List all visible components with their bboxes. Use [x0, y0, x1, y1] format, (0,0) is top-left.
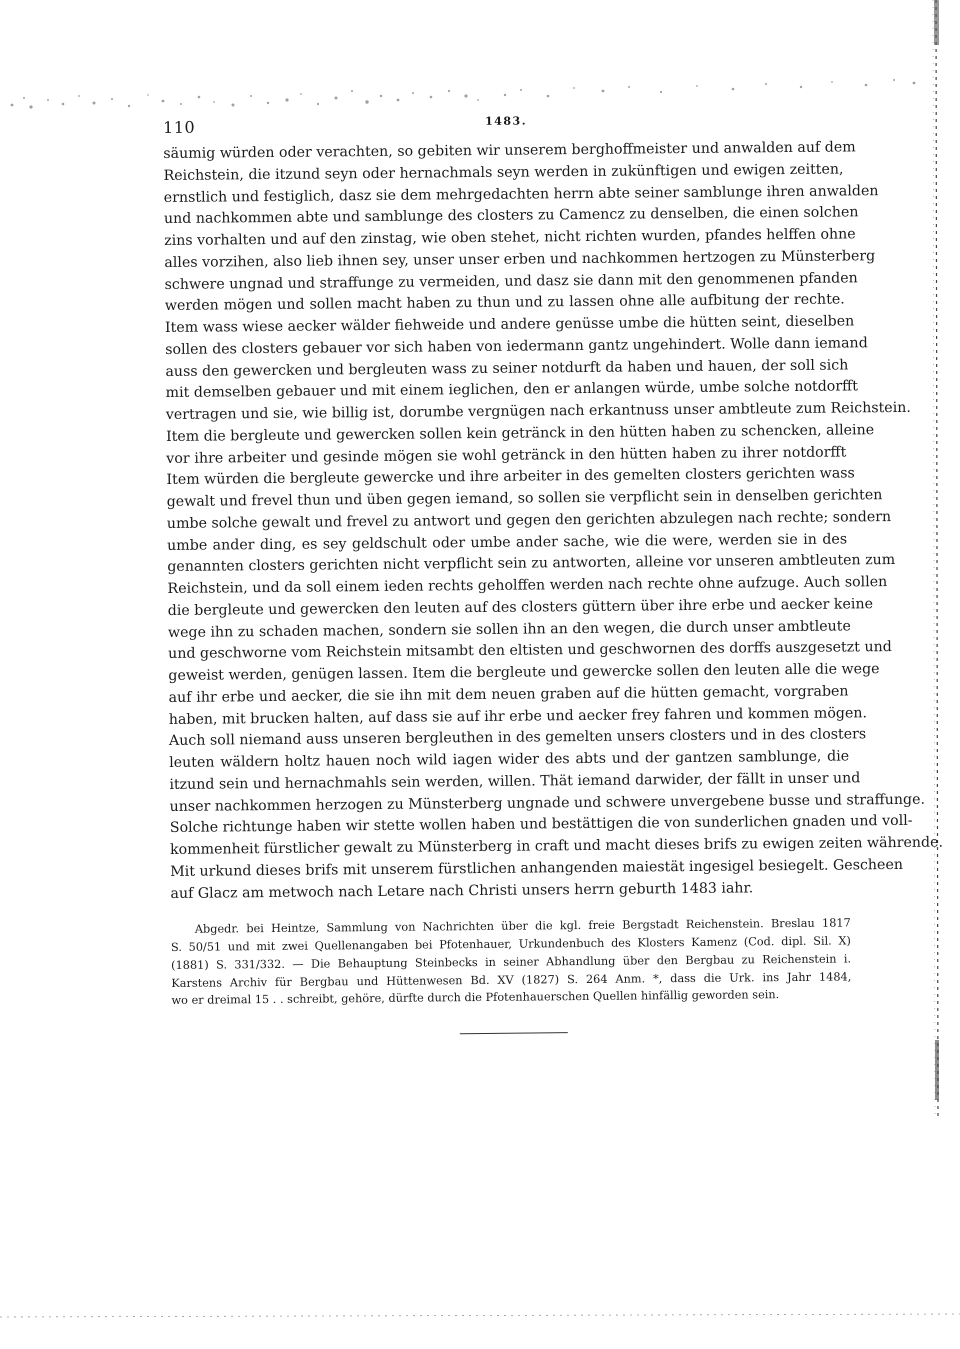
footnote-line: Abgedr. bei Heintze, Sammlung von Nachrichten über die kgl. freie Bergstadt Reichenstein. Breslau 1817 [194, 916, 851, 936]
body-line: gewalt und frevel thun und üben gegen iemand, so sollen sie verpflicht sein in denselben gerichten [166, 487, 883, 510]
body-line: säumig würden oder verachten, so gebiten wir unserem berghoffmeister und anwalden auf dem [163, 139, 856, 162]
body-line: Mit urkund dieses brifs mit unserem fürstlichen anhangenden maiestät ingesigel besiegelt. Gescheen [170, 856, 904, 880]
body-line: leuten wäldern holtz hauen noch wild iagen wider des abts und der gantzen samblunge, die [169, 748, 850, 771]
body-line: haben, mit brucken halten, auf dass sie auf ihr erbe und aecker frey fahren und kommen mögen. [168, 704, 868, 728]
body-line: die bergleute und gewercken den leuten auf des closters güttern über ihre erbe und aecker keine [167, 595, 874, 619]
body-line: Solche richtunge haben wir stette wollen haben und bestättigen die von sunderlichen gnaden und voll- [169, 813, 913, 837]
body-line: Reichstein, und da soll einem ieden rechts geholffen werden nach rechte ohne aufzuge. Auch sollen [167, 574, 888, 597]
body-line: werden mögen und sollen macht haben zu thun und zu lassen ohne alle aufbitung der rechte. [164, 291, 845, 315]
document-page [163, 111, 944, 1037]
body-line: unser nachkommen herzogen zu Münsterberg ungnade und schwere unvergebene busse und straffunge. [169, 791, 926, 815]
charter-body-text [163, 137, 944, 905]
source-footnote [171, 915, 852, 1011]
body-line: und geschworne vom Reichstein mitsambt den eltisten und geschwornen des dorffs auszgesetzt und [168, 639, 892, 663]
body-line: Item die bergleute und gewercken sollen kein getränck in den hütten haben zu schencken, alleine [165, 421, 875, 445]
body-line: mit demselben gebauer und mit einem ieglichen, den er anlangen würde, umbe solche notdorfft [165, 378, 858, 402]
body-line: genannten closters gerichten nicht verpflicht sein zu antworten, alleine vor unseren ambtleuten zum [167, 552, 896, 576]
body-line: vertragen und sie, wie billig ist, dorumbe vergnügen nach erkantnuss unser ambtleute zum Reichstein. [165, 399, 911, 423]
body-line: Auch soll niemand auss unseren bergleuthen in des gemelten unsers closters und in des closters [168, 726, 867, 750]
body-line: sollen des closters gebauer vor sich haben von iedermann gantz ungehindert. Wolle dann iemand [165, 334, 868, 358]
footnote-line: Karstens Archiv für Bergbau und Hüttenwesen Bd. XV (1827) S. 264 Anm. *, dass die Urk. ins Jahr 1484, [171, 970, 852, 990]
end-rule-divider [460, 1032, 568, 1034]
body-line: alles vorzihen, also lieb ihnen sey, unser unser erben und nachkommen hertzogen zu Münsterberg [164, 247, 876, 271]
body-line: Reichstein, die itzund seyn oder hernachmals seyn werden in zukünftigen und ewigen zeitten, [163, 161, 844, 184]
body-line: umbe ander ding, es sey geldschult oder umbe ander sache, wie die were, werden sie in des [167, 530, 848, 554]
body-line: Item würden die bergleute gewercke und ihre arbeiter in des gemelten closters gerichten wass [166, 465, 855, 489]
body-line: zins vorhalten und auf den zinstag, wie oben stehet, nicht richten wurden, pfandes helffen ohne [164, 226, 856, 249]
body-line: umbe solche gewalt und frevel zu antwort und gegen den gerichten abzulegen nach rechte; sondern [166, 508, 892, 532]
body-line: wege ihn zu schaden machen, sondern sie sollen ihn an den wegen, die durch unser ambtleute [167, 617, 851, 641]
body-line: und nachkommen abte und samblunge des closters zu Camencz zu denselben, die einen solchen [163, 204, 859, 228]
body-line: itzund sein und hernachmahls sein werden, willen. Thät iemand darwider, der fällt in unser und [169, 770, 861, 793]
page-number: 110 [163, 117, 196, 137]
footnote-line: S. 50/51 und mit zwei Quellenangaben bei Pfotenhauer, Urkundenbuch des Klosters Kamenz (Cod. dipl. Sil. X) [170, 934, 851, 955]
body-line: schwere ungnad und straffunge zu vermeiden, und dasz sie dann mit den genommenen pfanden [164, 269, 858, 293]
scan-bottom-edge [0, 1305, 960, 1325]
scan-right-edge [926, 0, 940, 1120]
body-line: auf ihr erbe und aecker, die sie ihn mit dem neuen graben auf die hütten gemacht, vorgraben [168, 683, 849, 706]
body-line: ernstlich und festiglich, dasz sie dem mehrgedachten herrn abte seiner samblunge ihren anwalden [163, 182, 879, 206]
body-line: geweist werden, genügen lassen. Item die bergleute und gewercke sollen den leuten alle die wege [168, 661, 880, 684]
body-line: auss den gewercken und bergleuten wass zu seiner notdurft da haben und hauen, der soll sich [165, 356, 849, 380]
footnote-line: (1881) S. 331/332. — Die Behauptung Steinbecks in seiner Abhandlung über den Bergbau zu Reichenstein i. [171, 952, 852, 972]
running-head-year: 1483. [484, 114, 528, 128]
body-line: kommenheit fürstlicher gewalt zu Münsterberg in craft und macht dieses brifs zu ewigen zeiten währende. [169, 834, 944, 858]
body-line: auf Glacz am metwoch nach Letare nach Christi unsers herrn geburth 1483 iahr. [170, 879, 754, 902]
body-line: Item wass wiese aecker wälder fiehweide und andere genüsse umbe die hütten seint, dieselben [164, 313, 855, 336]
body-line: vor ihre arbeiter und gesinde mögen sie wohl getränck in den hütten haben zu ihrer notdorfft [166, 443, 847, 467]
footnote-line: wo er dreimal 15 . . schreibt, gehöre, dürfte durch die Pfotenhauerschen Quellen hinfällig geworden sein. [171, 988, 780, 1008]
